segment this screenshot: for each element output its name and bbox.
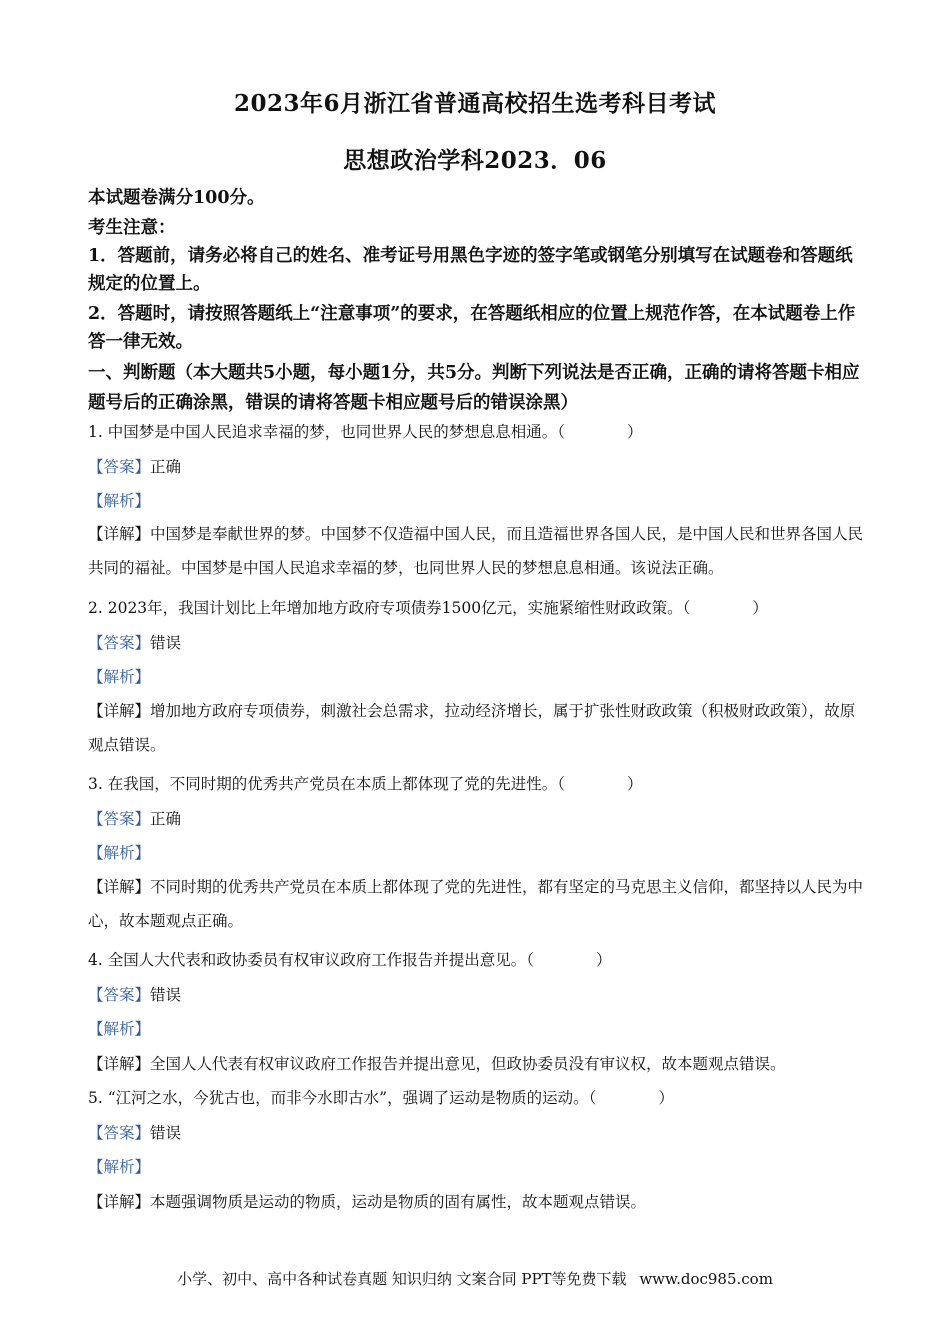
answer-label: 【答案】 <box>88 458 151 476</box>
detail-label: 【详解】 <box>88 702 151 720</box>
full-score-text: 本试题卷满分100分。 <box>88 188 265 208</box>
notice-item-2: 2．答题时，请按照答题纸上“注意事项”的要求，在答题纸相应的位置上规范作答，在本试题卷上作答一律无效。 <box>88 304 856 352</box>
question-1-answer: 【答案】正确 <box>88 458 182 476</box>
question-5-analysis-label: 【解析】 <box>88 1158 151 1176</box>
question-4-answer: 【答案】错误 <box>88 986 182 1004</box>
question-4-detail: 【详解】全国人人代表有权审议政府工作报告并提出意见，但政协委员没有审议权，故本题观点错误。 <box>88 1055 786 1073</box>
question-3-analysis-label: 【解析】 <box>88 844 151 862</box>
question-2-stem: 2. 2023年，我国计划比上年增加地方政府专项债券1500亿元，实施紧缩性财政政策。（ ） <box>88 599 768 617</box>
exam-title: 2023年6月浙江省普通高校招生选考科目考试 <box>233 90 717 117</box>
detail-label: 【详解】 <box>88 1193 151 1211</box>
notice-label: 考生注意： <box>88 218 176 238</box>
page-footer <box>0 1268 950 1289</box>
detail-label: 【详解】 <box>88 1055 151 1073</box>
question-3-detail: 【详解】不同时期的优秀共产党员在本质上都体现了党的先进性，都有坚定的马克思主义信仰，都坚持以人民为中心，故本题观点正确。 <box>88 878 864 930</box>
detail-label: 【详解】 <box>88 525 151 543</box>
question-5-stem: 5. “江河之水，今犹古也，而非今水即古水”，强调了运动是物质的运动。（ ） <box>88 1089 674 1107</box>
question-3-stem: 3. 在我国，不同时期的优秀共产党员在本质上都体现了党的先进性。（ ） <box>88 775 643 793</box>
footer-link[interactable]: www.doc985.com <box>639 1270 773 1288</box>
notice-item-1: 1．答题前，请务必将自己的姓名、准考证号用黑色字迹的签字笔或钢笔分别填写在试题卷和答题纸规定的位置上。 <box>88 246 853 294</box>
question-4-stem: 4. 全国人大代表和政协委员有权审议政府工作报告并提出意见。（ ） <box>88 951 612 969</box>
question-1-stem: 1. 中国梦是中国人民追求幸福的梦，也同世界人民的梦想息息相通。（ ） <box>88 423 643 441</box>
section-heading: 一、判断题（本大题共5小题，每小题1分，共5分。判断下列说法是否正确，正确的请将答题卡相应题号后的正确涂黑，错误的请将答题卡相应题号后的错误涂黑） <box>88 363 860 413</box>
question-5-detail: 【详解】本题强调物质是运动的物质，运动是物质的固有属性，故本题观点错误。 <box>88 1193 647 1211</box>
question-4-analysis-label: 【解析】 <box>88 1020 151 1038</box>
question-2-analysis-label: 【解析】 <box>88 668 151 686</box>
answer-label: 【答案】 <box>88 810 151 828</box>
footer-text: 小学、初中、高中各种试卷真题 知识归纳 文案合同 PPT等免费下载 <box>177 1270 627 1288</box>
answer-label: 【答案】 <box>88 1124 151 1142</box>
question-1-analysis-label: 【解析】 <box>88 492 151 510</box>
answer-label: 【答案】 <box>88 986 151 1004</box>
question-2-answer: 【答案】错误 <box>88 634 182 652</box>
answer-label: 【答案】 <box>88 634 151 652</box>
question-2-detail: 【详解】增加地方政府专项债券，刺激社会总需求，拉动经济增长，属于扩张性财政政策（积极财政政策），故原观点错误。 <box>88 702 856 754</box>
question-3-answer: 【答案】正确 <box>88 810 182 828</box>
detail-label: 【详解】 <box>88 878 151 896</box>
question-5-answer: 【答案】错误 <box>88 1124 182 1142</box>
question-1-detail: 【详解】中国梦是奉献世界的梦。中国梦不仅造福中国人民，而且造福世界各国人民，是中国人民和世界各国人民共同的福祉。中国梦是中国人民追求幸福的梦，也同世界人民的梦想息息相通。该说法正确。 <box>88 525 864 577</box>
exam-subtitle: 思想政治学科2023．06 <box>343 147 607 174</box>
